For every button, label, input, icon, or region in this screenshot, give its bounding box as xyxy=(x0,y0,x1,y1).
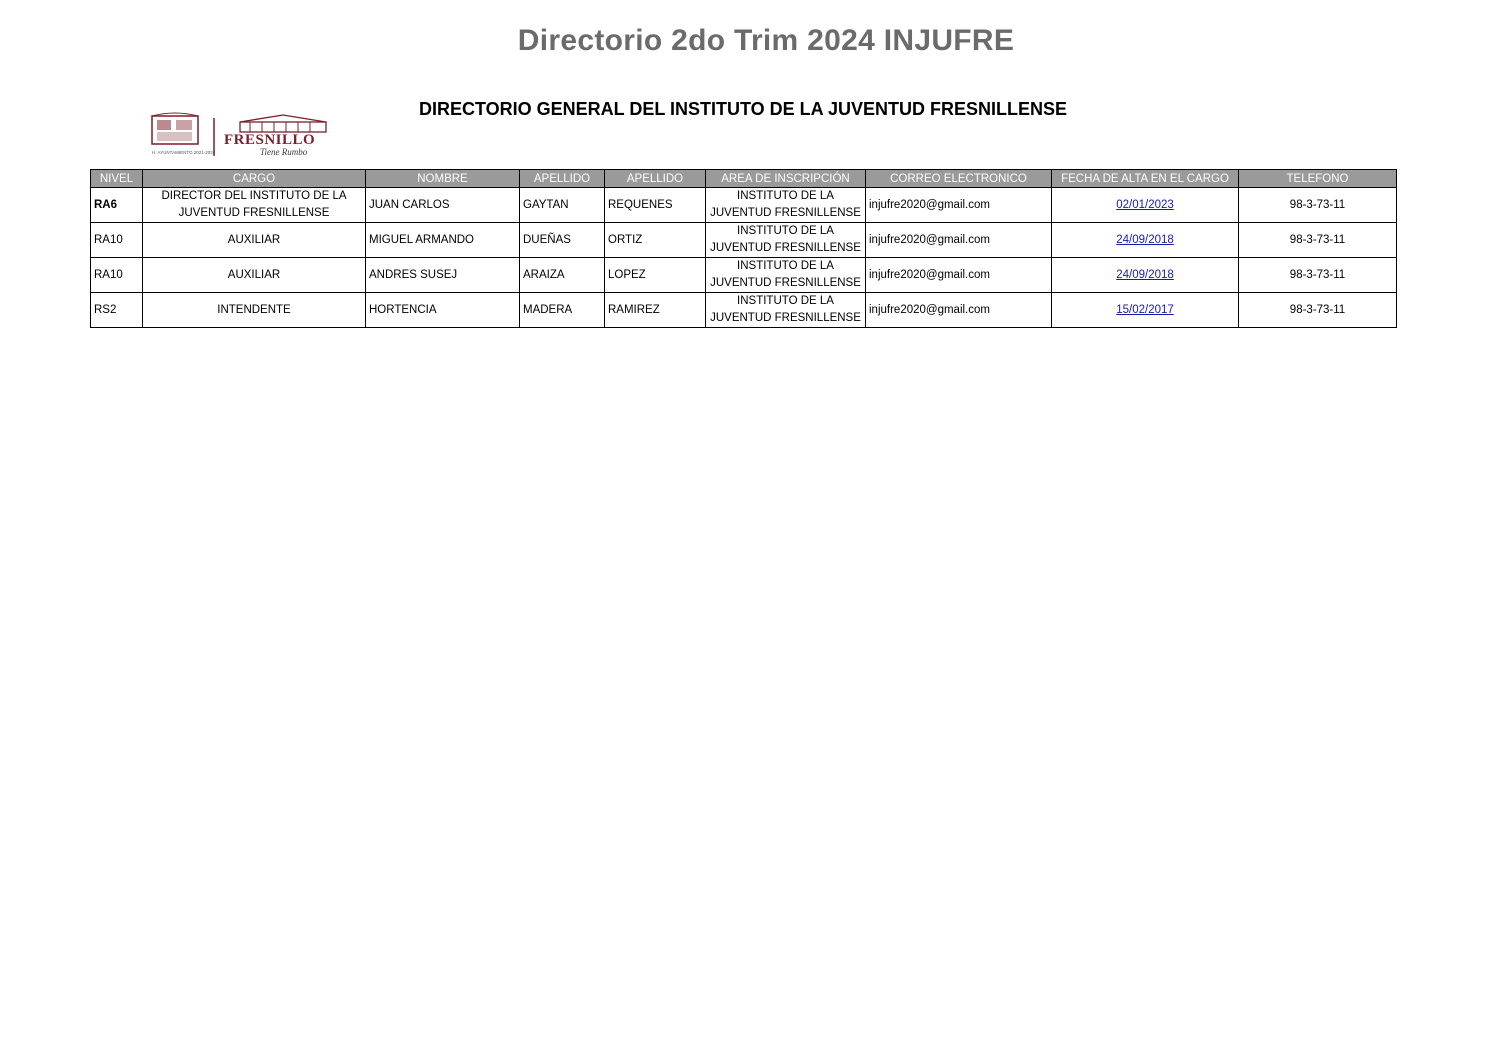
header-area: AREA DE INSCRIPCIÓN xyxy=(706,170,866,188)
cell-fecha xyxy=(1052,223,1239,258)
fecha-link[interactable]: 15/02/2017 xyxy=(1116,303,1174,316)
cell-telefono: 98-3-73-11 xyxy=(1239,293,1397,328)
cell-cargo: DIRECTOR DEL INSTITUTO DE LA JUVENTUD FRESNILLENSE xyxy=(143,188,366,223)
brand-tagline: Tiene Rumbo xyxy=(260,147,308,157)
cell-apellido-paterno: MADERA xyxy=(520,293,605,328)
directory-subtitle: DIRECTORIO GENERAL DEL INSTITUTO DE LA JUVENTUD FRESNILLENSE xyxy=(418,99,1068,119)
cell-nivel: RA10 xyxy=(91,258,143,293)
header-apellido-materno: APELLIDO xyxy=(605,170,706,188)
table-header-row xyxy=(91,170,1397,188)
cell-area: INSTITUTO DE LA JUVENTUD FRESNILLENSE xyxy=(706,223,866,258)
cell-area: INSTITUTO DE LA JUVENTUD FRESNILLENSE xyxy=(706,293,866,328)
document-title: Directorio 2do Trim 2024 INJUFRE xyxy=(517,24,1015,57)
cell-apellido-materno: LOPEZ xyxy=(605,258,706,293)
cell-correo: injufre2020@gmail.com xyxy=(866,223,1052,258)
cell-fecha xyxy=(1052,258,1239,293)
header-telefono: TELEFONO xyxy=(1239,170,1397,188)
fecha-link[interactable]: 02/01/2023 xyxy=(1116,198,1174,211)
cell-telefono: 98-3-73-11 xyxy=(1239,188,1397,223)
table-row xyxy=(91,223,1397,258)
header-correo: CORREO ELECTRONICO xyxy=(866,170,1052,188)
cell-cargo: AUXILIAR xyxy=(143,223,366,258)
cell-nombre: ANDRES SUSEJ xyxy=(366,258,520,293)
cell-telefono: 98-3-73-11 xyxy=(1239,258,1397,293)
cell-nivel: RA10 xyxy=(91,223,143,258)
cell-area: INSTITUTO DE LA JUVENTUD FRESNILLENSE xyxy=(706,188,866,223)
cell-apellido-materno: ORTIZ xyxy=(605,223,706,258)
cell-nivel: RA6 xyxy=(91,188,143,223)
brand-text: FRESNILLO xyxy=(224,132,316,148)
cell-apellido-paterno: DUEÑAS xyxy=(520,223,605,258)
cell-fecha xyxy=(1052,293,1239,328)
cell-telefono: 98-3-73-11 xyxy=(1239,223,1397,258)
cell-apellido-materno: RAMIREZ xyxy=(605,293,706,328)
cell-correo: injufre2020@gmail.com xyxy=(866,258,1052,293)
header-apellido-paterno: APELLIDO xyxy=(520,170,605,188)
cell-fecha xyxy=(1052,188,1239,223)
header-cargo: CARGO xyxy=(143,170,366,188)
cell-correo: injufre2020@gmail.com xyxy=(866,188,1052,223)
table-row xyxy=(91,258,1397,293)
seal-caption: H. AYUNTAMIENTO 2021-2024 xyxy=(152,150,216,155)
cell-apellido-materno: REQUENES xyxy=(605,188,706,223)
fecha-link[interactable]: 24/09/2018 xyxy=(1116,268,1174,281)
fecha-link[interactable]: 24/09/2018 xyxy=(1116,233,1174,246)
header-fecha: FECHA DE ALTA EN EL CARGO xyxy=(1052,170,1239,188)
cell-apellido-paterno: GAYTAN xyxy=(520,188,605,223)
cell-area: INSTITUTO DE LA JUVENTUD FRESNILLENSE xyxy=(706,258,866,293)
table-row xyxy=(91,293,1397,328)
directory-table xyxy=(90,169,1397,328)
header-nombre: NOMBRE xyxy=(366,170,520,188)
header-nivel: NIVEL xyxy=(91,170,143,188)
cell-cargo: INTENDENTE xyxy=(143,293,366,328)
cell-correo: injufre2020@gmail.com xyxy=(866,293,1052,328)
cell-cargo: AUXILIAR xyxy=(143,258,366,293)
cell-apellido-paterno: ARAIZA xyxy=(520,258,605,293)
cell-nombre: JUAN CARLOS xyxy=(366,188,520,223)
table-row xyxy=(91,188,1397,223)
cell-nivel: RS2 xyxy=(91,293,143,328)
cell-nombre: HORTENCIA xyxy=(366,293,520,328)
cell-nombre: MIGUEL ARMANDO xyxy=(366,223,520,258)
